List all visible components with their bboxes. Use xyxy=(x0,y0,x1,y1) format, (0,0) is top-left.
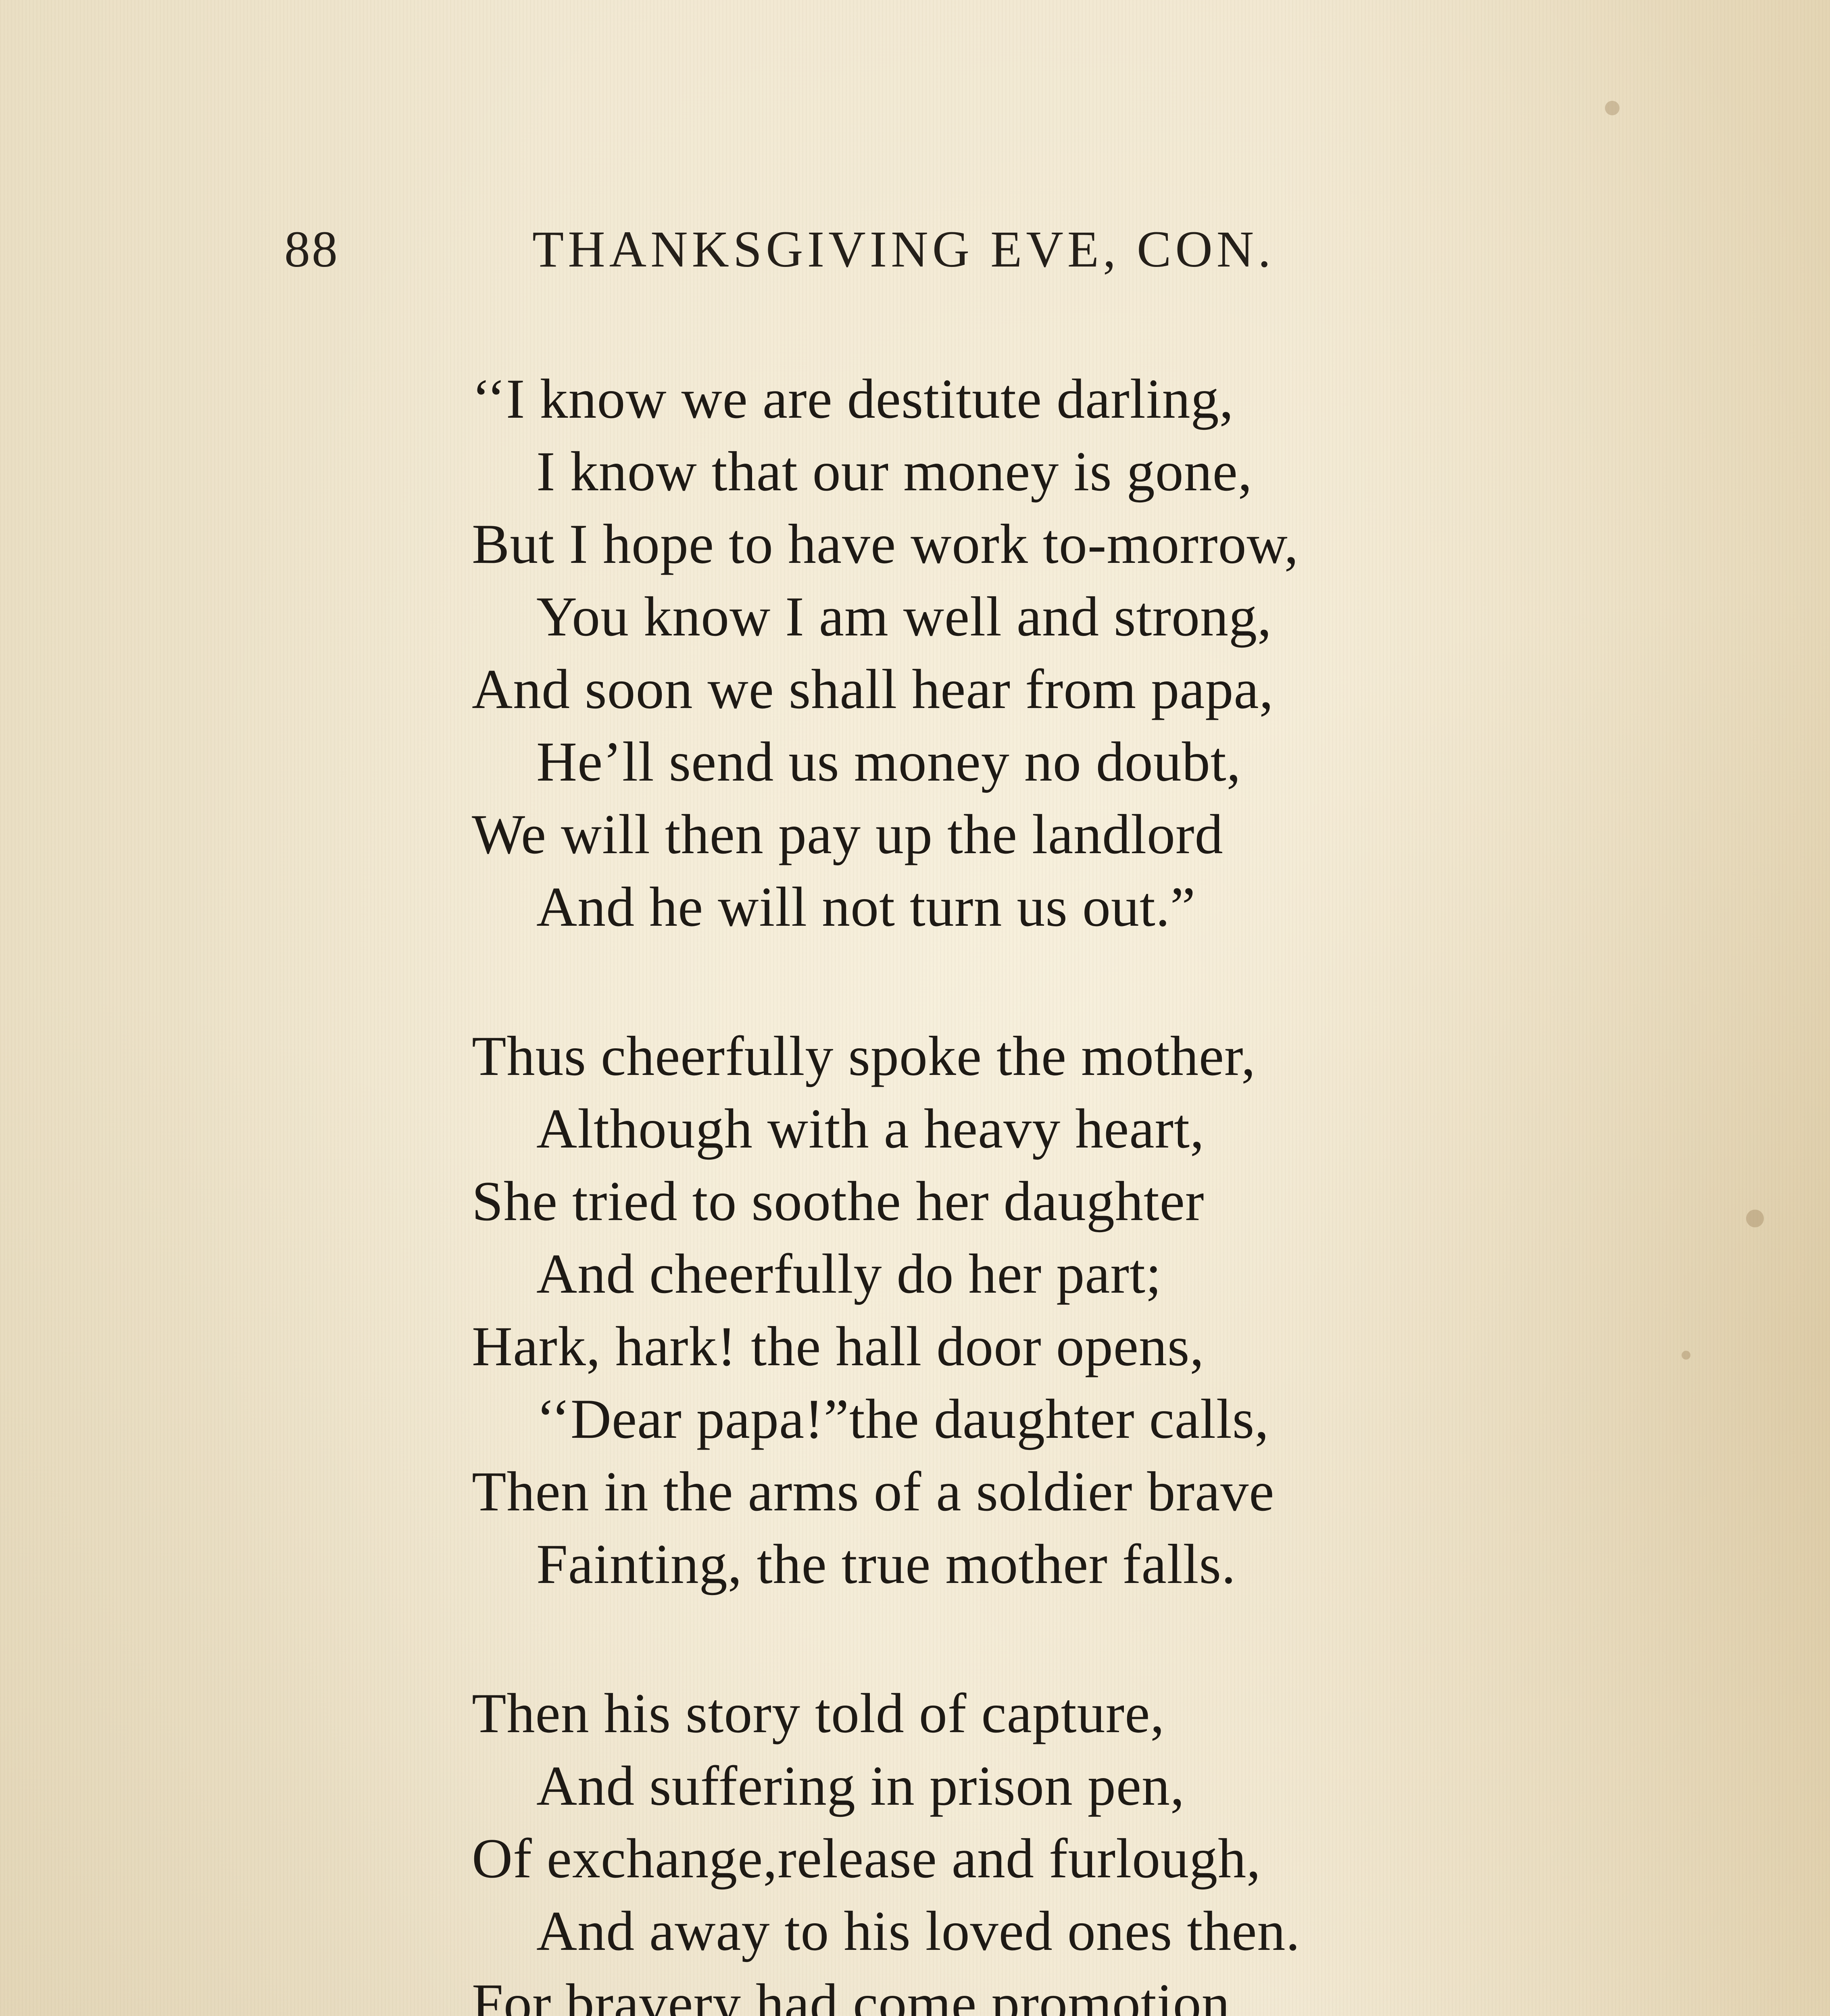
poem-line: She tried to soothe her daughter xyxy=(472,1165,1722,1238)
poem-line: And away to his loved ones then. xyxy=(472,1895,1722,1968)
poem-line: Then his story told of capture, xyxy=(472,1677,1722,1750)
poem-line: We will then pay up the landlord xyxy=(472,798,1722,871)
poem-line: ‘‘I know we are destitute darling, xyxy=(472,363,1722,435)
poem-line: Although with a heavy heart, xyxy=(472,1093,1722,1165)
poem-line: And cheerfully do her part; xyxy=(472,1238,1722,1310)
poem-line: Hark, hark! the hall door opens, xyxy=(472,1310,1722,1383)
poem-line: He’ll send us money no doubt, xyxy=(472,726,1722,798)
poem-line: But I hope to have work to-morrow, xyxy=(472,508,1722,581)
poem-line: And he will not turn us out.” xyxy=(472,871,1722,943)
poem-line: Then in the arms of a soldier brave xyxy=(472,1456,1722,1528)
poem-line: And suffering in prison pen, xyxy=(472,1750,1722,1822)
poem-line: Thus cheerfully spoke the mother, xyxy=(472,1020,1722,1093)
running-title: THANKSGIVING EVE, CON. xyxy=(532,220,1275,279)
poem-line: I know that our money is gone, xyxy=(472,435,1722,508)
page-number: 88 xyxy=(284,220,339,279)
poem-line: ‘‘Dear papa!”the daughter calls, xyxy=(472,1383,1722,1456)
poem-line: And soon we shall hear from papa, xyxy=(472,653,1722,726)
poem-line: For bravery had come promotion, xyxy=(472,1968,1722,2016)
poem-line: You know I am well and strong, xyxy=(472,581,1722,653)
poem-line: Of exchange,release and furlough, xyxy=(472,1822,1722,1895)
poem-line: Fainting, the true mother falls. xyxy=(472,1528,1722,1601)
